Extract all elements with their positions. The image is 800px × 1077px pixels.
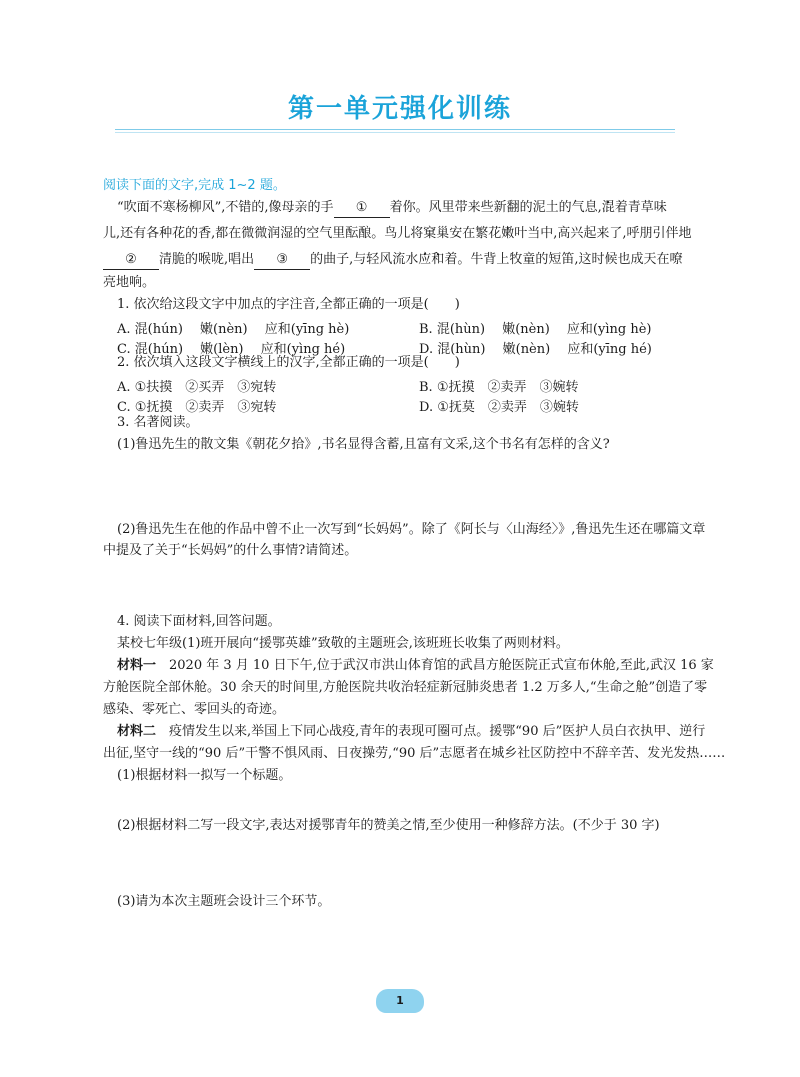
question-1-option-c[interactable]: C. 混(hún) 嫩(lèn) 应和(yìng hé) (117, 342, 346, 357)
question-3-sub-1: (1)鲁迅先生的散文集《朝花夕拾》,书名显得含蓄,且富有文采,这个书名有怎样的含义? (117, 437, 610, 452)
question-2-option-a[interactable]: A. ①扶摸 ②买弄 ③宛转 (117, 380, 277, 395)
title-divider (115, 129, 675, 130)
blank-1: ① (334, 199, 390, 218)
passage-line-2: 儿,还有各种花的香,都在微微润湿的空气里酝酿。鸟儿将窠巢安在繁花嫩叶当中,高兴起来了,呼朋引伴地 (103, 226, 692, 241)
dotted-char-nen: 嫩 (501, 226, 515, 241)
blank-3: ③ (254, 251, 310, 270)
question-4-sub-3: (3)请为本次主题班会设计三个环节。 (117, 894, 331, 909)
question-2-stem: 2. 依次填入这段文字横线上的汉字,全都正确的一项是( ) (117, 355, 460, 370)
page-title: 第一单元强化训练 (287, 94, 512, 124)
question-3-sub-2-line-2: 中提及了关于“长妈妈”的什么事情?请简述。 (103, 543, 358, 558)
passage-line-3: ② 清脆的喉咙,唱出 ③ 的曲子,与轻风流水应和着。牛背上牧童的短笛,这时候也成天在嘹 (103, 247, 683, 273)
material-1-label: 材料一 (117, 658, 157, 673)
reading-instruction: 阅读下面的文字,完成 1~2 题。 (103, 178, 286, 193)
question-4-sub-1: (1)根据材料一拟写一个标题。 (117, 768, 292, 783)
question-4-stem: 4. 阅读下面材料,回答问题。 (117, 614, 281, 629)
material-2-line-2: 出征,坚守一线的“90 后”干警不惧风雨、日夜操劳,“90 后”志愿者在城乡社区防控中不辞辛苦、发光发热…… (103, 746, 726, 761)
question-3-sub-2-line-1: (2)鲁迅先生在他的作品中曾不止一次写到“长妈妈”。除了《阿长与〈山海经〉》,鲁迅先生还在哪篇文章 (117, 522, 706, 537)
dotted-char-he: 和 (431, 252, 445, 267)
dotted-char-ying: 应 (418, 252, 432, 267)
material-1-line-2: 方舱医院全部休舱。30 余天的时间里,方舱医院共收治轻症新冠肺炎患者 1.2 万多人,“生命之舱”创造了零 (103, 680, 708, 695)
question-2-option-c[interactable]: C. ①抚摸 ②卖弄 ③宛转 (117, 400, 277, 415)
passage-line-1: “吹面不寒杨柳风”,不错的,像母亲的手 ① 着你。风里带来些新翻的泥土的气息,混着青草味 (117, 195, 697, 221)
question-4-intro: 某校七年级(1)班开展向“援鄂英雄”致敬的主题班会,该班班长收集了两则材料。 (117, 636, 569, 651)
question-1-option-a[interactable]: A. 混(hún) 嫩(nèn) 应和(yīng hè) (117, 322, 350, 337)
page-number-badge: 1 (376, 989, 424, 1013)
question-2-option-b[interactable]: B. ①抚摸 ②卖弄 ③婉转 (419, 380, 579, 395)
question-2-option-d[interactable]: D. ①抚莫 ②卖弄 ③婉转 (419, 400, 579, 415)
question-1-option-d[interactable]: D. 混(hùn) 嫩(nèn) 应和(yīng hé) (419, 342, 652, 357)
blank-2: ② (103, 251, 159, 270)
material-2-label: 材料二 (117, 724, 157, 739)
question-1-stem: 1. 依次给这段文字中加点的字注音,全都正确的一项是( ) (117, 297, 460, 312)
material-2-line-1: 材料二 疫情发生以来,举国上下同心战疫,青年的表现可圈可点。援鄂“90 后”医护人员白衣执甲、逆行 (117, 724, 706, 739)
material-1-line-3: 感染、零死亡、零回头的奇迹。 (103, 702, 286, 717)
question-4-sub-2: (2)根据材料二写一段文字,表达对援鄂青年的赞美之情,至少使用一种修辞方法。(不少于 30 字) (117, 818, 660, 833)
passage-line-4: 亮地响。 (103, 275, 156, 290)
question-1-option-b[interactable]: B. 混(hùn) 嫩(nèn) 应和(yìng hè) (419, 322, 652, 337)
title-divider-secondary (115, 132, 675, 133)
question-3-stem: 3. 名著阅读。 (117, 415, 199, 430)
dotted-char-hun: 混 (601, 200, 615, 215)
material-1-line-1: 材料一 2020 年 3 月 10 日下午,位于武汉市洪山体育馆的武昌方舱医院正式宣布休舱,至此,武汉 16 家 (117, 658, 714, 673)
